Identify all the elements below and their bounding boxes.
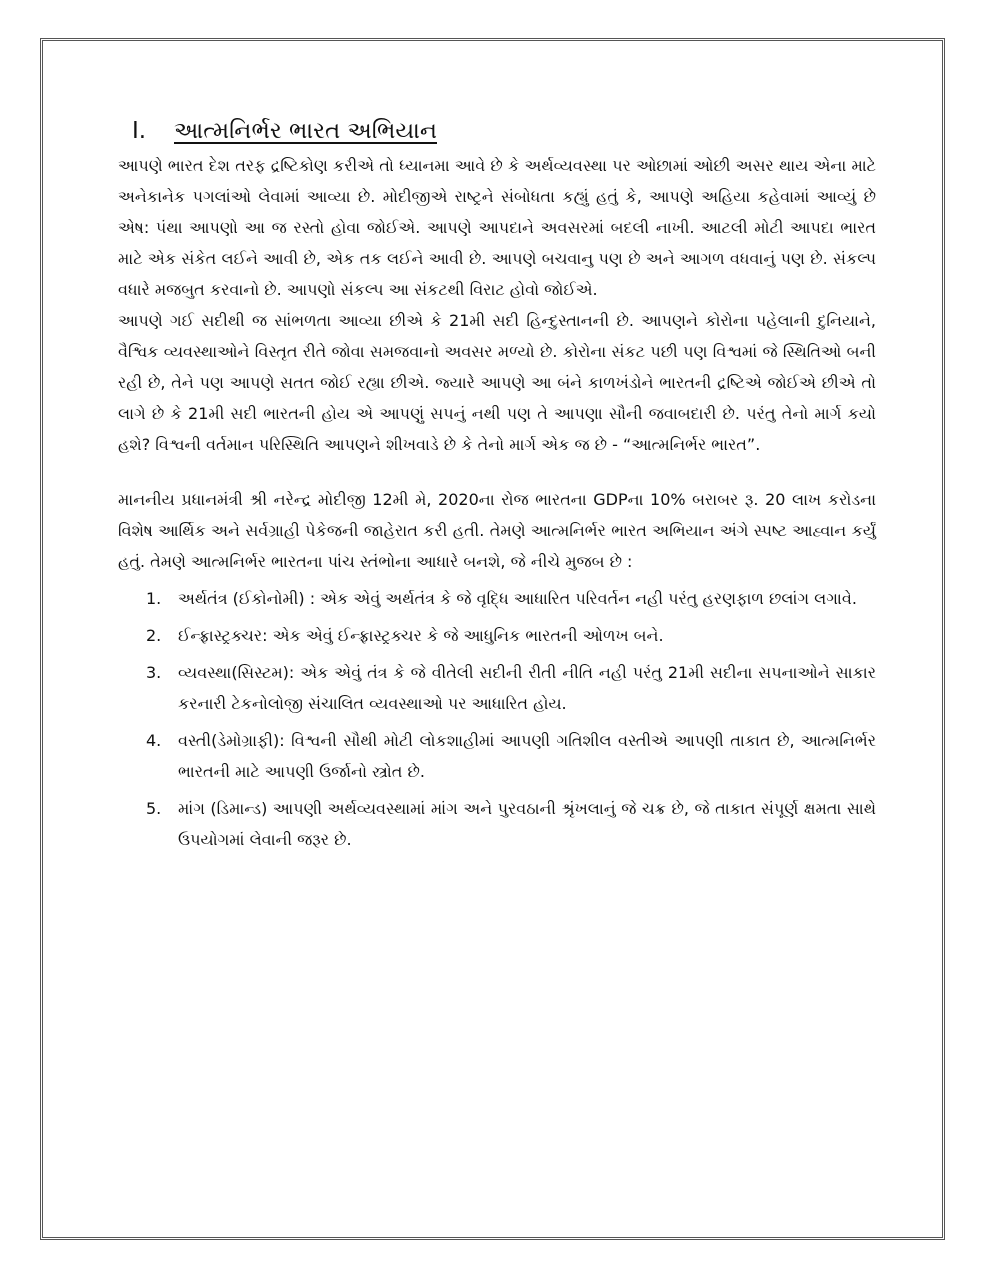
pillar-item-system	[118, 657, 876, 719]
pillar-text: માંગ (ડિમાન્ડ) આપણી અર્થવ્યવસ્થામાં માંગ અને પુરવઠાની શ્રૃંખલાનું જે ચક્ર છે, જે તાકાત સંપૂર્ણ ક્ષમતા સાથે ઉપયોગમાં લેવાની જરૂર છે.	[178, 799, 876, 849]
pillar-number: 1.	[146, 589, 162, 608]
paragraph-21st-century: આપણે ગઈ સદીથી જ સાંભળતા આવ્યા છીએ કે 21મી સદી હિન્દુસ્તાનની છે. આપણને કોરોના પહેલાની દુનિયાને, વૈશ્વિક વ્યવસ્થાઓને વિસ્તૃત રીતે જોવા સમજવાનો અવસર મળ્યો છે. કોરોના સંકટ પછી પણ વિશ્વમાં જે સ્થિતિઓ બની રહી છે, તેને પણ આપણે સતત જોઈ રહ્યા છીએ. જ્યારે આપણે આ બંને કાળખંડોને ભારતની દ્રષ્ટિએ જોઈએ છીએ તો લાગે છે કે 21મી સદી ભારતની હોય એ આપણું સપનું નથી પણ તે આપણા સૌની જવાબદારી છે. પરંતુ તેનો માર્ગ કયો હશે? વિશ્વની વર્તમાન પરિસ્થિતિ આપણને શીખવાડે છે કે તેનો માર્ગ એક જ છે - “આત્મનિર્ભર ભારત”.	[118, 311, 876, 454]
pillar-item-demography	[118, 725, 876, 787]
pillar-text: ઈન્ફ્રાસ્ટ્રક્ચર: એક એવું ઈન્ફ્રાસ્ટ્રક્ચર કે જે આધુનિક ભારતની ઓળખ બને.	[178, 626, 664, 645]
pillars-list	[118, 583, 876, 855]
paragraph-intro: આપણે ભારત દેશ તરફ દ્રષ્ટિકોણ કરીએ તો ધ્યાનમા આવે છે કે અર્થવ્યવસ્થા પર ઓછામાં ઓછી અસર થાય એના માટે અનેકાનેક પગલાંઓ લેવામાં આવ્યા છે. મોદીજીએ રાષ્ટ્રને સંબોધતા કહ્યું હતું કે, આપણે અહિયા કહેવામાં આવ્યું છે એષ: પંથા આપણો આ જ રસ્તો હોવા જોઈએ. આપણે આપદાને અવસરમાં બદલી નાખી. આટલી મોટી આપદા ભારત માટે એક સંકેત લઈને આવી છે, એક તક લઈને આવી છે. આપણે બચવાનુ પણ છે અને આગળ વધવાનું પણ છે. સંકલ્પ વધારે મજબુત કરવાનો છે. આપણો સંકલ્પ આ સંકટથી વિરાટ હોવો જોઈએ.	[118, 156, 876, 299]
pillar-item-economy	[118, 583, 876, 614]
pillar-number: 2.	[146, 626, 162, 645]
pillar-number: 4.	[146, 731, 162, 750]
pillar-number: 5.	[146, 799, 162, 818]
section-number: I.	[132, 118, 147, 144]
pillar-text: અર્થતંત્ર (ઈકોનોમી) : એક એવું અર્થતંત્ર કે જે વૃદ્ધિ આધારિત પરિવર્તન નહી પરંતુ હરણફાળ છલાંગ લગાવે.	[178, 589, 857, 608]
paragraph-gap	[118, 460, 876, 484]
pillar-item-infrastructure	[118, 620, 876, 651]
paragraph-announcement: માનનીય પ્રધાનમંત્રી શ્રી નરેન્દ્ર મોદીજી 12મી મે, 2020ના રોજ ભારતના GDPના 10% બરાબર રૂ. 20 લાખ કરોડના વિશેષ આર્થિક અને સર્વગ્રાહી પેકેજની જાહેરાત કરી હતી. તેમણે આત્મનિર્ભર ભારત અભિયાન અંગે સ્પષ્ટ આહ્વાન કર્યું હતું. તેમણે આત્મનિર્ભર ભારતના પાંચ સ્તંભોના આધારે બનશે, જે નીચે મુજબ છે :	[118, 490, 876, 571]
pillar-text: વ્યવસ્થા(સિસ્ટમ): એક એવું તંત્ર કે જે વીતેલી સદીની રીતી નીતિ નહી પરંતુ 21મી સદીના સપનાઓને સાકાર કરનારી ટેકનોલોજી સંચાલિત વ્યવસ્થાઓ પર આધારિત હોય.	[178, 663, 876, 713]
pillar-item-demand	[118, 793, 876, 855]
document-body	[118, 118, 876, 861]
section-title: આત્મનિર્ભર ભારત અભિયાન	[174, 118, 437, 144]
pillar-number: 3.	[146, 663, 162, 682]
section-heading	[118, 118, 876, 144]
pillar-text: વસ્તી(ડેમોગ્રાફી): વિશ્વની સૌથી મોટી લોકશાહીમાં આપણી ગતિશીલ વસ્તીએ આપણી તાકાત છે, આત્મનિર્ભર ભારતની માટે આપણી ઉર્જાનો સ્ત્રોત છે.	[178, 731, 876, 781]
